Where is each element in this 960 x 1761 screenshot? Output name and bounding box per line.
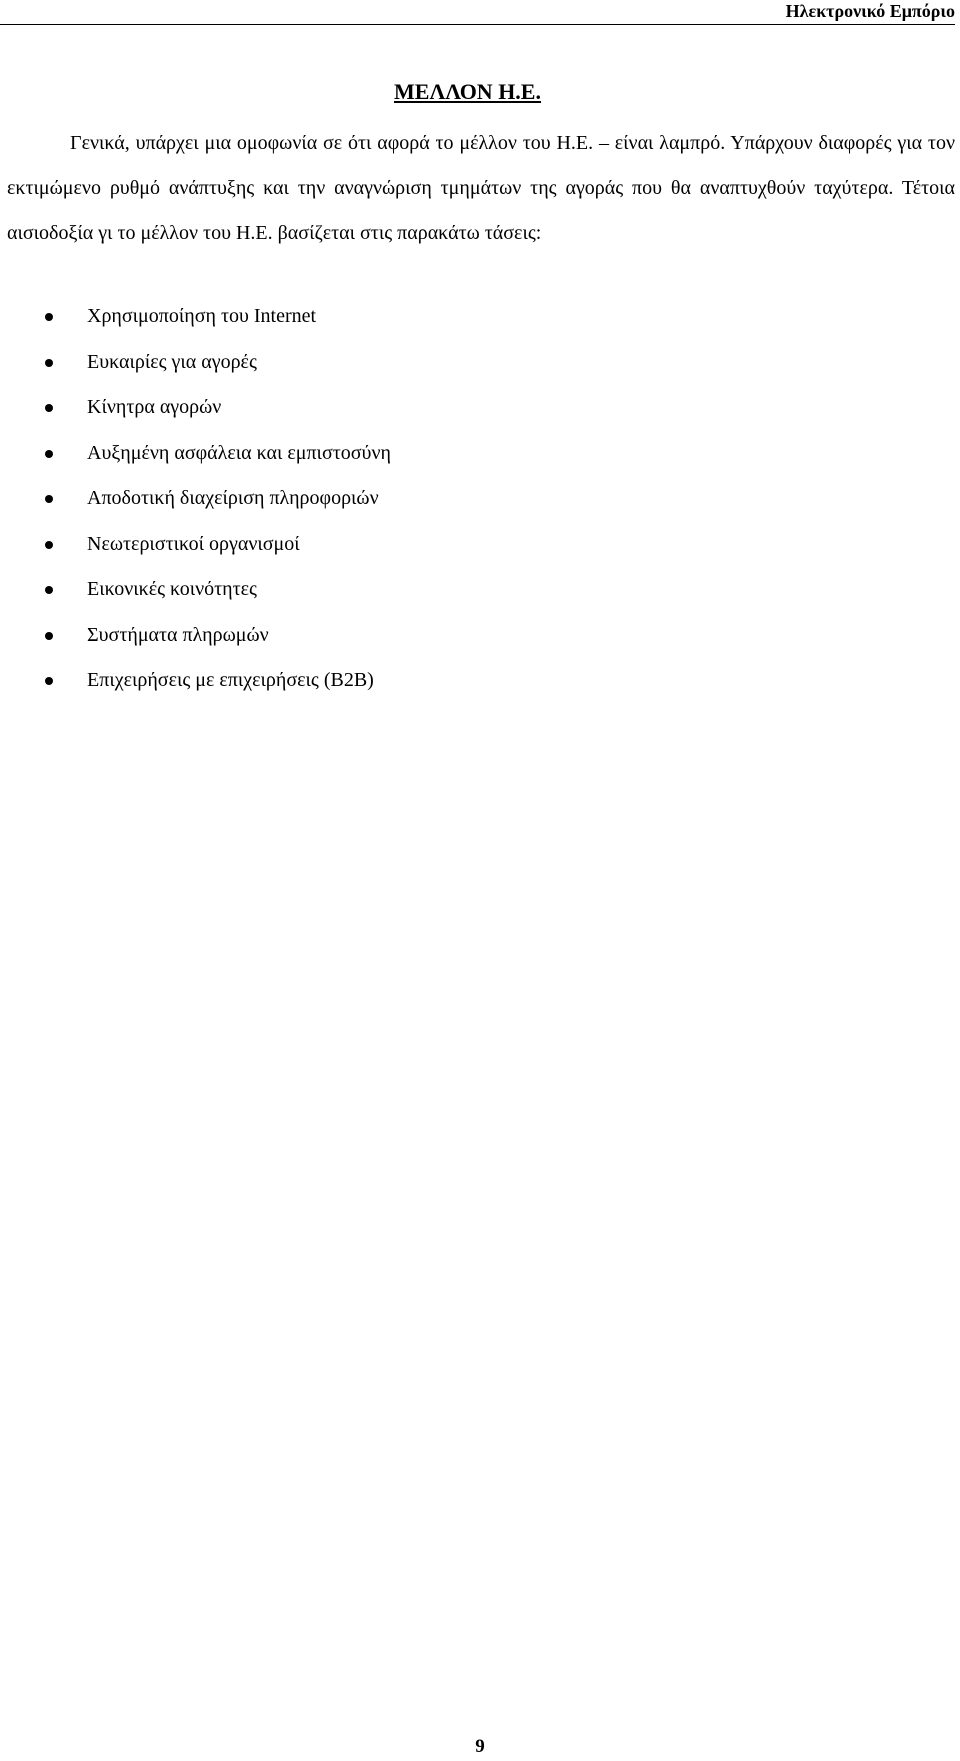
- list-item: [0, 522, 391, 568]
- list-item: [0, 613, 391, 659]
- bullet-icon: [45, 404, 53, 412]
- intro-paragraph: Γενικά, υπάρχει μια ομοφωνία σε ότι αφορά το μέλλον του Η.Ε. – είναι λαμπρό. Υπάρχουν διαφορές για τον εκτιμώμενο ρυθμό ανάπτυξης και την αναγνώριση τμημάτων της αγοράς που θα αναπτυχθούν ταχύτερα. Τέτοια αισιοδοξία γι το μέλλον του Η.Ε. βασίζεται στις παρακάτω τάσεις:: [7, 132, 955, 244]
- list-item-text: Αποδοτική διαχείριση πληροφοριών: [87, 487, 379, 509]
- list-item: [0, 658, 391, 704]
- list-item-text: Αυξημένη ασφάλεια και εμπιστοσύνη: [87, 441, 391, 464]
- header-title: Ηλεκτρονικό Εμπόριο: [785, 1, 955, 21]
- bullet-icon: [45, 495, 53, 503]
- trends-list: [0, 294, 391, 704]
- bullet-icon: [45, 359, 53, 367]
- list-item: [0, 476, 391, 522]
- list-item-text: Χρησιμοποίηση του Internet: [87, 305, 317, 327]
- list-item-text: Ευκαιρίες για αγορές: [87, 350, 257, 373]
- bullet-icon: [45, 632, 53, 640]
- list-item-text: Επιχειρήσεις με επιχειρήσεις (B2B): [87, 669, 374, 691]
- list-item-text: Εικονικές κοινότητες: [87, 578, 257, 600]
- bullet-icon: [45, 313, 53, 321]
- list-item-text: Κίνητρα αγορών: [87, 396, 222, 418]
- list-item: [0, 385, 391, 431]
- list-item: [0, 340, 391, 386]
- bullet-icon: [45, 541, 53, 549]
- list-item: [0, 431, 391, 477]
- section-title: ΜΕΛΛΟΝ Η.Ε.: [394, 79, 541, 104]
- page-number: 9: [475, 1736, 485, 1757]
- bullet-icon: [45, 677, 53, 685]
- page-header: [0, 0, 955, 25]
- bullet-icon: [45, 586, 53, 594]
- list-item: [0, 294, 391, 340]
- list-item-text: Νεωτεριστικοί οργανισμοί: [87, 532, 300, 555]
- list-item-text: Συστήματα πληρωμών: [87, 623, 269, 646]
- bullet-icon: [45, 450, 53, 458]
- list-item: [0, 567, 391, 613]
